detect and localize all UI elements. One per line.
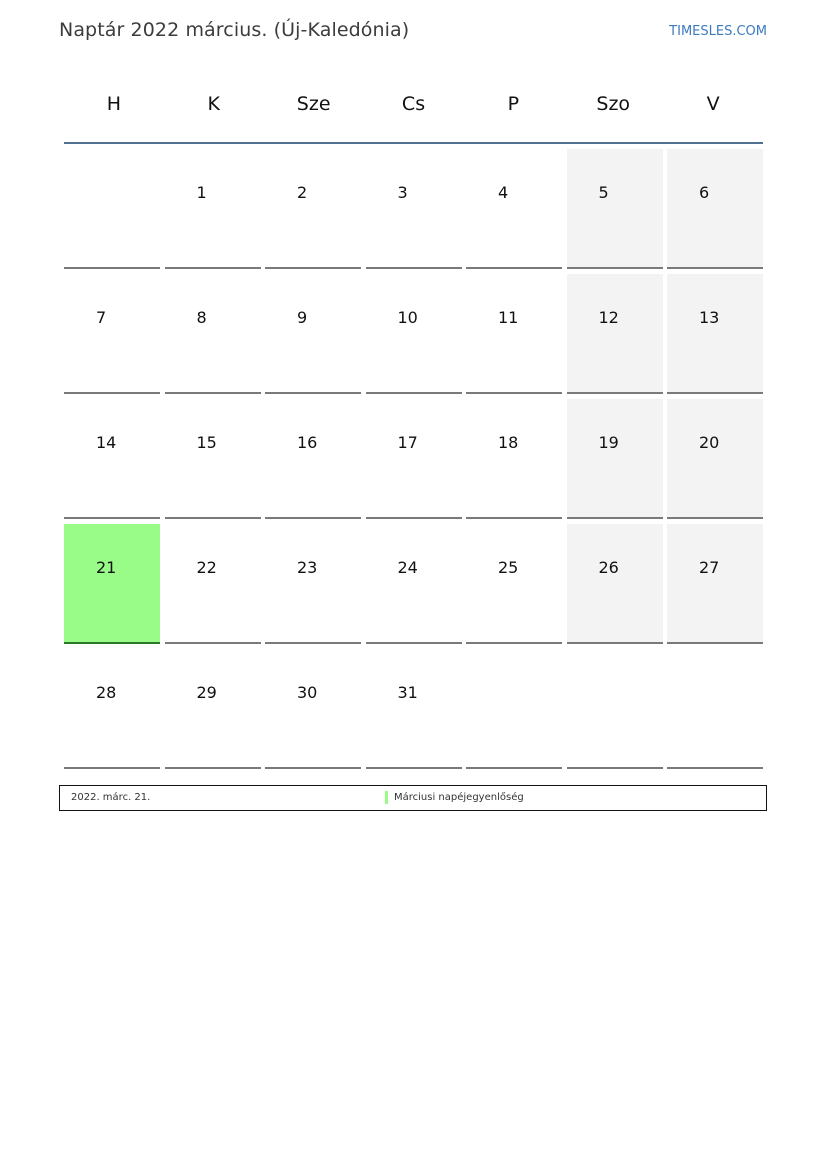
day-cell[interactable] — [667, 274, 763, 394]
weekday-label: Cs — [401, 93, 426, 115]
day-cell[interactable] — [667, 399, 763, 519]
day-cell[interactable] — [64, 274, 160, 394]
day-cell[interactable] — [265, 399, 361, 519]
day-number: 29 — [196, 683, 217, 702]
day-number: 12 — [598, 308, 619, 327]
day-cell[interactable] — [466, 149, 562, 269]
day-number: 31 — [397, 683, 418, 702]
day-cell[interactable] — [466, 524, 562, 644]
day-number: 25 — [498, 558, 519, 577]
day-number: 28 — [96, 683, 117, 702]
empty-day-cell — [567, 649, 663, 769]
week-row — [64, 524, 763, 644]
holiday-legend — [59, 785, 767, 811]
day-cell[interactable] — [667, 149, 763, 269]
day-cell[interactable] — [165, 524, 261, 644]
weekday-label: H — [106, 93, 122, 115]
holiday-day-cell[interactable] — [64, 524, 160, 644]
day-cell[interactable] — [165, 274, 261, 394]
day-cell[interactable] — [165, 649, 261, 769]
day-cell[interactable] — [466, 399, 562, 519]
day-number: 9 — [297, 308, 308, 327]
week-row — [64, 649, 763, 769]
day-cell[interactable] — [64, 649, 160, 769]
day-number: 4 — [498, 183, 509, 202]
day-cell[interactable] — [567, 524, 663, 644]
day-number: 27 — [699, 558, 720, 577]
day-number: 22 — [196, 558, 217, 577]
day-number: 30 — [297, 683, 318, 702]
legend-date: 2022. márc. 21. — [71, 792, 151, 803]
legend-color-marker — [385, 791, 388, 804]
day-number: 7 — [96, 308, 107, 327]
day-number: 21 — [96, 558, 117, 577]
day-number: 2 — [297, 183, 308, 202]
weekday-label: V — [706, 93, 720, 115]
day-cell[interactable] — [265, 274, 361, 394]
day-cell[interactable] — [165, 149, 261, 269]
day-number: 19 — [598, 433, 619, 452]
day-cell[interactable] — [366, 399, 462, 519]
day-cell[interactable] — [64, 399, 160, 519]
day-number: 6 — [699, 183, 710, 202]
weekday-label: Sze — [296, 93, 331, 115]
day-cell[interactable] — [366, 274, 462, 394]
day-cell[interactable] — [366, 649, 462, 769]
weekday-label: Szo — [596, 93, 631, 115]
day-cell[interactable] — [366, 149, 462, 269]
day-number: 26 — [598, 558, 619, 577]
day-number: 10 — [397, 308, 418, 327]
day-number: 13 — [699, 308, 720, 327]
day-cell[interactable] — [165, 399, 261, 519]
day-cell[interactable] — [567, 399, 663, 519]
weekday-label: P — [507, 93, 520, 115]
day-number: 5 — [598, 183, 609, 202]
week-row — [64, 399, 763, 519]
day-cell[interactable] — [466, 274, 562, 394]
day-cell[interactable] — [567, 274, 663, 394]
day-number: 11 — [498, 308, 519, 327]
brand-link[interactable]: TIMESLES.COM — [669, 24, 767, 39]
day-number: 23 — [297, 558, 318, 577]
page-title: Naptár 2022 március. (Új-Kaledónia) — [59, 19, 410, 41]
day-number: 1 — [196, 183, 207, 202]
day-number: 20 — [699, 433, 720, 452]
empty-day-cell — [667, 649, 763, 769]
day-cell[interactable] — [567, 149, 663, 269]
legend-event-name: Márciusi napéjegyenlőség — [394, 792, 524, 803]
weekday-label: K — [207, 93, 221, 115]
empty-day-cell — [64, 149, 160, 269]
day-cell[interactable] — [667, 524, 763, 644]
day-number: 14 — [96, 433, 117, 452]
empty-day-cell — [466, 649, 562, 769]
day-number: 15 — [196, 433, 217, 452]
day-number: 18 — [498, 433, 519, 452]
weekday-header — [64, 80, 763, 144]
calendar-grid — [64, 80, 763, 769]
day-number: 17 — [397, 433, 418, 452]
day-cell[interactable] — [265, 649, 361, 769]
day-cell[interactable] — [265, 149, 361, 269]
day-cell[interactable] — [265, 524, 361, 644]
calendar-weeks — [64, 149, 763, 769]
day-number: 24 — [397, 558, 418, 577]
day-number: 8 — [196, 308, 207, 327]
day-cell[interactable] — [366, 524, 462, 644]
week-row — [64, 149, 763, 269]
day-number: 16 — [297, 433, 318, 452]
day-number: 3 — [397, 183, 408, 202]
week-row — [64, 274, 763, 394]
